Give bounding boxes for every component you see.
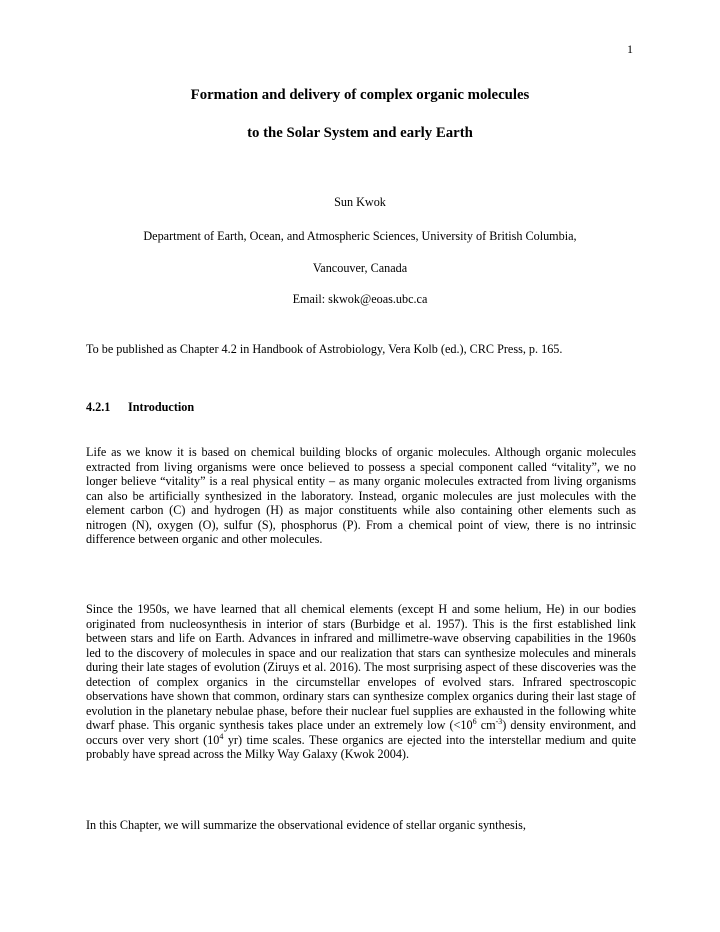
author-email: Email: skwok@eoas.ubc.ca — [292, 292, 428, 306]
paragraph-2-text-d: yr) time scales. These organics are ejected into the interstellar medium and quite probably have spread across the Milky Way Galaxy (Kwok 2004). — [86, 732, 636, 761]
section-number: 4.2.1 — [86, 400, 111, 414]
section-title: Introduction — [128, 400, 195, 414]
paper-title-line-2: to the Solar System and early Earth — [247, 125, 473, 141]
paragraph-3: In this Chapter, we will summarize the observational evidence of stellar organic synthesis, — [86, 818, 526, 832]
paragraph-2-text-c: ) density environment, and occurs over very short (10 — [86, 718, 636, 747]
paragraph-1: Life as we know it is based on chemical building blocks of organic molecules. Although organic molecules extracted from living organisms were once believed to possess a special component called “vitality”, we no longer believe “vitality” is a real physical entity – as many organic molecules extracted from living organisms can also be artificially synthesized in the laboratory. Instead, organic molecules are just molecules with the element carbon (C) and hydrogen (H) as major constituents while also containing other elements such as nitrogen (N), oxygen (O), sulfur (S), phosphorus (P). From a chemical point of view, there is no intrinsic difference between organic and other molecules. — [86, 445, 636, 546]
affiliation-line-1: Department of Earth, Ocean, and Atmospheric Sciences, University of British Columbia, — [143, 229, 577, 243]
section-heading — [86, 400, 636, 415]
author-name: Sun Kwok — [334, 195, 386, 209]
publication-note: To be published as Chapter 4.2 in Handbook of Astrobiology, Vera Kolb (ed.), CRC Press, p. 165. — [86, 342, 563, 356]
page-number: 1 — [627, 42, 633, 56]
paragraph-2-text-a: Since the 1950s, we have learned that all chemical elements (except H and some helium, He) in our bodies originated from nucleosynthesis in interior of stars (Burbidge et al. 1957). This is the first established link between stars and life on Earth. Advances in infrared and millimetre-wave observing capabilities in the 1960s led to the discovery of molecules in space and our realization that stars can synthesize molecules and minerals during their late stages of evolution (Ziruys et al. 2016). The most surprising aspect of these discoveries was the detection of complex organics in the circumstellar envelopes of evolved stars. Infrared spectroscopic observations have shown that common, ordinary stars can synthesize complex organics during their last stage of evolution in the planetary nebulae phase, before their nuclear fuel supplies are exhausted in the following white dwarf phase. This organic synthesis takes place under an extremely low (<10 — [86, 602, 636, 732]
superscript-exponent: 6 — [472, 717, 477, 726]
paragraph-2-text-b: cm — [476, 718, 496, 732]
superscript-exponent: -3 — [495, 717, 503, 726]
paper-title-line-1: Formation and delivery of complex organic molecules — [190, 87, 530, 103]
paragraph-2 — [86, 602, 636, 762]
affiliation-line-2: Vancouver, Canada — [312, 261, 408, 275]
superscript-exponent: 4 — [219, 731, 224, 741]
